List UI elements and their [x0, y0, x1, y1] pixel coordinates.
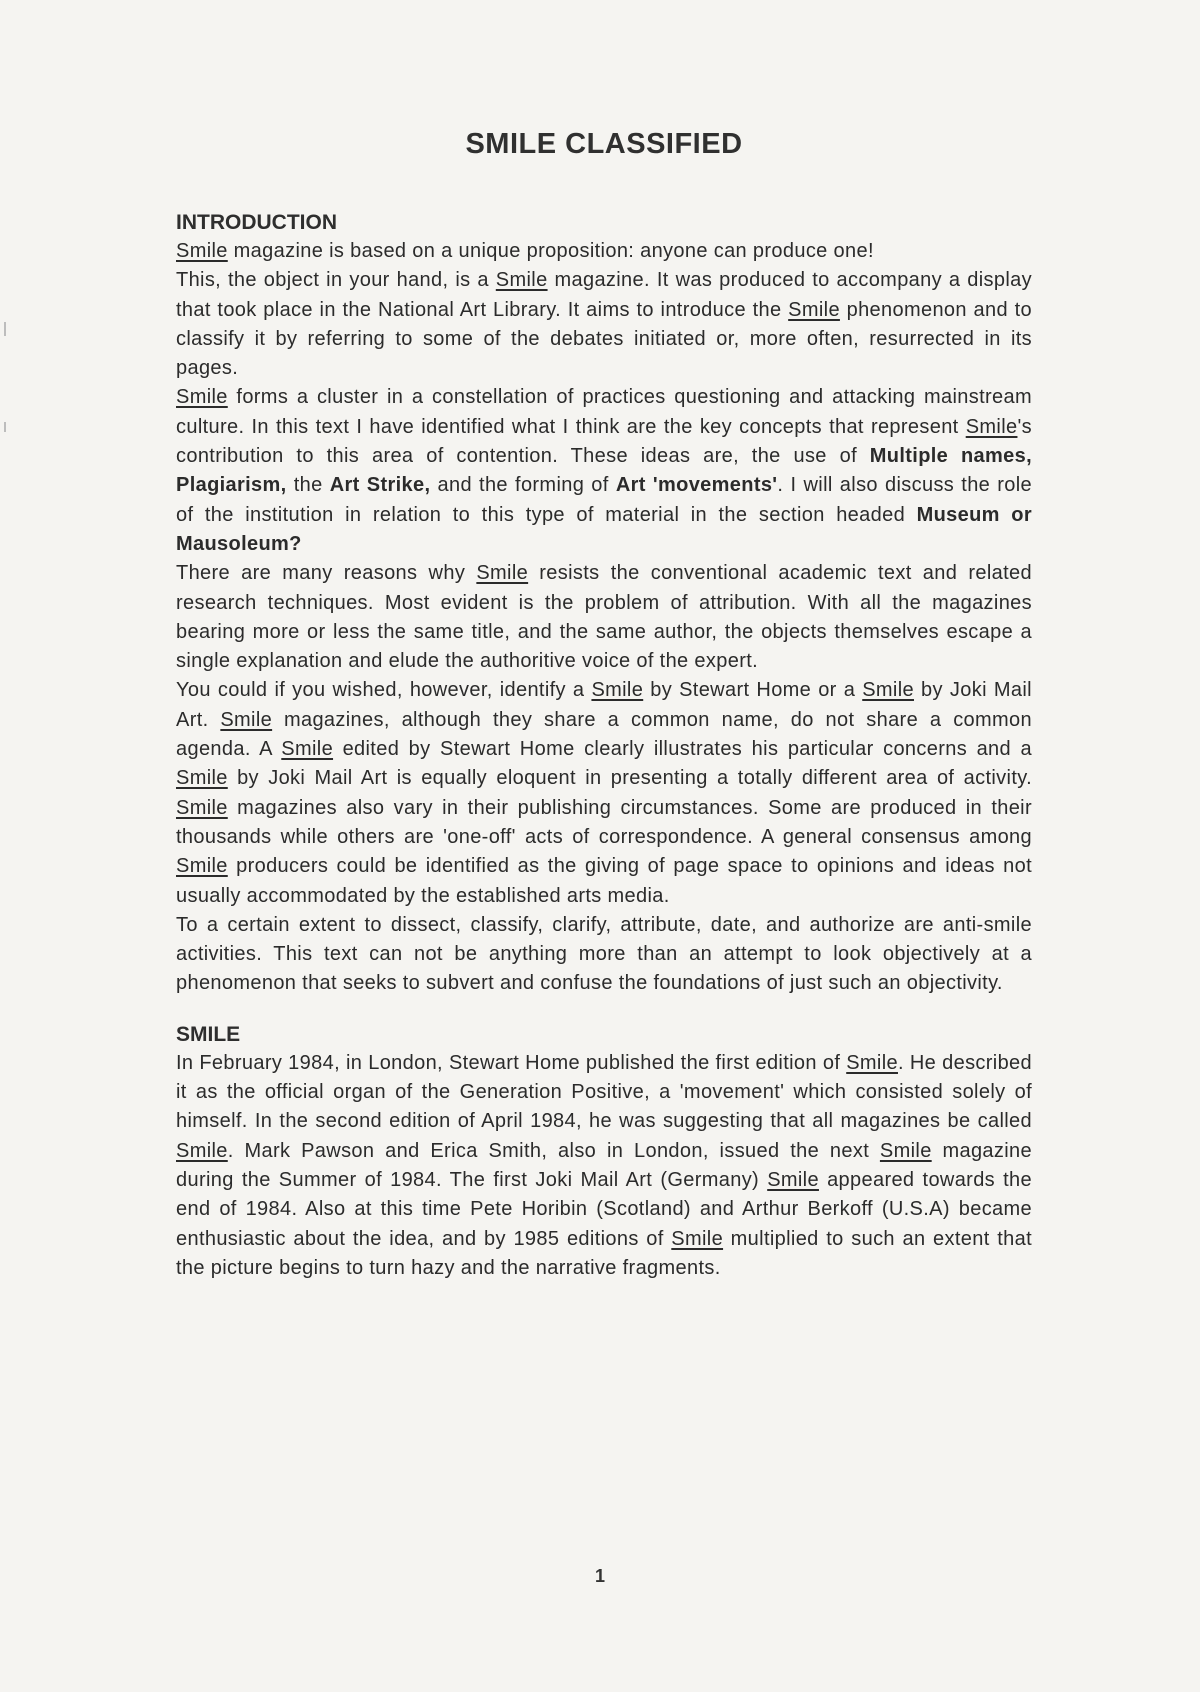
- text-run: appeared towards the end of 1984. Also at this time Pete Horibin (Scotland) and Arthur Berkoff (U.S.A) became enthusiastic about the idea, and by 1985 editions of: [176, 1168, 1032, 1250]
- text-run: magazines, although they share a common name, do not share a common agenda. A: [176, 708, 1032, 761]
- paragraph: [176, 559, 1032, 676]
- page-number: 1: [594, 1566, 605, 1586]
- text-run: magazine during the Summer of 1984. The first Joki Mail Art (Germany): [176, 1139, 1032, 1191]
- section-heading: SMILE: [176, 1022, 241, 1046]
- text-run: by Stewart Home or a: [643, 679, 863, 702]
- text-run: by Joki Mail Art.: [176, 679, 1032, 731]
- text-run: by Joki Mail Art is equally eloquent in presenting a totally different area of activity.: [227, 767, 1032, 790]
- paragraph: [176, 1049, 1032, 1283]
- magazine-title-underlined: Smile: [788, 298, 840, 321]
- text-run: phenomenon and to classify it by referring to some of the debates initiated or, more often, resurrected in its pages.: [176, 298, 1032, 380]
- magazine-title-underlined: Smile: [176, 386, 228, 409]
- text-run: edited by Stewart Home clearly illustrates his particular concerns and a: [333, 738, 1032, 761]
- text-run: forms a cluster in a constellation of practices questioning and attacking mainstream culture. In this text I have identified what I think are the key concepts that represent: [176, 386, 1032, 438]
- text-run: multiplied to such an extent that the picture begins to turn hazy and the narrative fragments.: [176, 1227, 1032, 1279]
- document-body: [176, 209, 1032, 1283]
- magazine-title-underlined: Smile: [176, 240, 228, 262]
- text-run: In February 1984, in London, Stewart Home published the first edition of: [176, 1051, 847, 1074]
- text-run: magazines also vary in their publishing circumstances. Some are produced in their thousands while others are 'one-off' acts of correspondence. A general consensus among: [176, 796, 1032, 848]
- text-run: You could if you wished, however, identify a: [176, 679, 592, 702]
- text-run: . He described it as the official organ of the Generation Positive, a 'movement' which consisted solely of himself. In the second edition of April 1984, he was suggesting that all magazines be called: [176, 1051, 1032, 1133]
- text-run: and the forming of: [430, 474, 616, 497]
- magazine-title-underlined: Smile: [671, 1227, 724, 1250]
- paragraph: [176, 911, 1032, 999]
- magazine-title-underlined: Smile: [176, 1139, 228, 1162]
- magazine-title-underlined: Smile: [476, 562, 529, 585]
- text-run: 's contribution to this area of contention. These ideas are, the use of: [176, 415, 1032, 468]
- section-gap: [176, 999, 1032, 1021]
- text-run: This, the object in your hand, is a: [176, 269, 496, 292]
- key-concept-bold: Museum or Mausoleum?: [176, 503, 1032, 555]
- text-run: There are many reasons why: [176, 562, 477, 585]
- text-run: producers could be identified as the giving of page space to opinions and ideas not usually accommodated by the established arts media.: [176, 855, 1032, 907]
- magazine-title-underlined: Smile: [965, 415, 1018, 438]
- document-title: SMILE CLASSIFIED: [465, 128, 743, 160]
- paragraph: [176, 383, 1032, 559]
- key-concept-bold: Art Strike,: [329, 474, 431, 497]
- section-heading: INTRODUCTION: [176, 211, 337, 234]
- key-concept-bold: Art 'movements': [615, 474, 778, 497]
- magazine-title-underlined: Smile: [176, 796, 228, 819]
- text-run: . I will also discuss the role of the institution in relation to this type of material in the section headed: [176, 474, 1033, 526]
- section-introduction: [176, 209, 1032, 999]
- text-run: magazine is based on a unique proposition: anyone can produce one!: [227, 240, 874, 262]
- magazine-title-underlined: Smile: [879, 1139, 932, 1162]
- scan-edge-mark: [4, 322, 6, 336]
- magazine-title-underlined: Smile: [220, 708, 273, 731]
- scan-edge-mark: [4, 422, 6, 432]
- magazine-title-underlined: Smile: [767, 1168, 819, 1191]
- paragraph: [176, 266, 1032, 383]
- magazine-title-underlined: Smile: [281, 738, 334, 761]
- paragraph: [176, 237, 1032, 266]
- magazine-title-underlined: Smile: [495, 269, 548, 292]
- magazine-title-underlined: Smile: [862, 679, 914, 702]
- magazine-title-underlined: Smile: [846, 1051, 898, 1074]
- key-concept-bold: Multiple names, Plagiarism,: [176, 445, 1032, 497]
- text-run: the: [286, 474, 330, 497]
- section-smile: [176, 1021, 1032, 1283]
- paragraph: [176, 676, 1032, 910]
- magazine-title-underlined: Smile: [176, 855, 228, 878]
- magazine-title-underlined: Smile: [176, 767, 228, 790]
- text-run: . Mark Pawson and Erica Smith, also in London, issued the next: [227, 1139, 880, 1162]
- text-run: magazine. It was produced to accompany a display that took place in the National Art Library. It aims to introduce the: [176, 269, 1032, 321]
- text-run: To a certain extent to dissect, classify, clarify, attribute, date, and authorize are anti-smile activities. This text can not be anything more than an attempt to look objectively at a phenomenon that seeks to subvert and confuse the foundations of just such an objectivity.: [176, 913, 1032, 995]
- magazine-title-underlined: Smile: [591, 679, 644, 702]
- text-run: resists the conventional academic text and related research techniques. Most evident is the problem of attribution. With all the magazines bearing more or less the same title, and the same author, the objects themselves escape a single explanation and elude the authoritive voice of the expert.: [176, 562, 1032, 673]
